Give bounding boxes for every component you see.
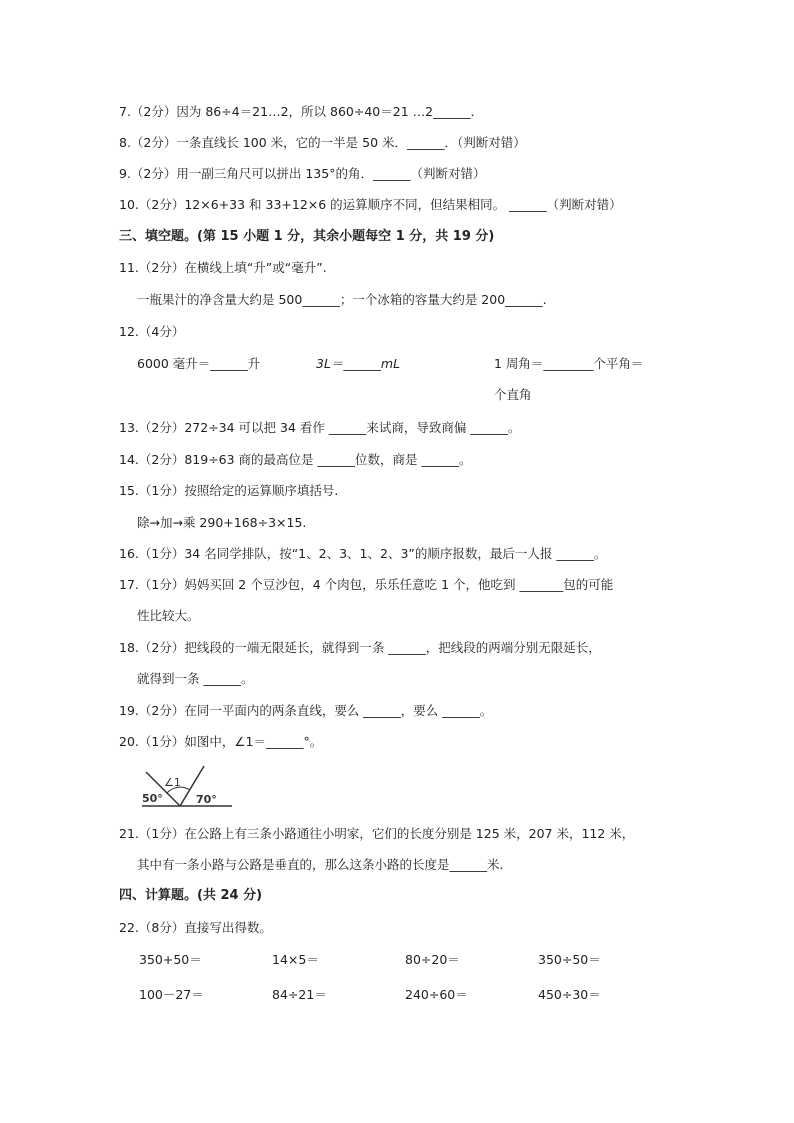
question-12-part-b: 3L＝______mL [316,356,401,371]
question-10: 10.（2分）12×6+33 和 33+12×6 的运算顺序不同，但结果相同。 ______（判断对错） [119,197,622,212]
question-15: 15.（1分）按照给定的运算顺序填括号. [119,483,339,498]
question-8: 8.（2分）一条直线长 100 米，它的一半是 50 米．______．（判断对错） [119,135,526,150]
question-19: 19.（2分）在同一平面内的两条直线，要么 ______，要么 ______。 [119,703,493,718]
question-14: 14.（2分）819÷63 商的最高位是 ______位数，商是 ______。 [119,452,472,467]
angle-70-label: 70° [196,793,217,806]
calc-item: 80÷20＝ [405,952,460,967]
question-18: 18.（2分）把线段的一端无限延长，就得到一条 ______，把线段的两端分别无限延长， [119,640,601,655]
question-12-part-c: 1 周角＝________个平角＝ [494,356,644,371]
question-22: 22.（8分）直接写出得数。 [119,920,272,935]
question-12-part-a: 6000 毫升＝______升 [137,356,261,371]
question-21-cont: 其中有一条小路与公路是垂直的，那么这条小路的长度是______米． [137,857,513,872]
question-11-body: 一瓶果汁的净含量大约是 500______；一个冰箱的容量大约是 200______. [137,292,547,307]
angle-1-label: ∠1 [164,776,181,789]
question-7: 7.（2分）因为 86÷4＝21…2，所以 860÷40＝21 …2______． [119,104,484,119]
calc-item: 350÷50＝ [538,952,601,967]
question-16: 16.（1分）34 名同学排队，按“1、2、3、1、2、3”的顺序报数，最后一人报 ______。 [119,546,607,561]
question-15-body: 除→加→乘 290+168÷3×15. [137,515,307,530]
calc-item: 350+50＝ [139,952,202,967]
question-12-part-d: 个直角 [494,387,532,402]
calc-item: 14×5＝ [272,952,319,967]
question-13: 13.（2分）272÷34 可以把 34 看作 ______来试商，导致商偏 ______。 [119,420,521,435]
section-4-heading: 四、计算题。(共 24 分) [119,888,263,903]
calc-item: 100－27＝ [139,987,204,1002]
question-17: 17.（1分）妈妈买回 2 个豆沙包，4 个肉包，乐乐任意吃 1 个，他吃到 _______包的可能 [119,577,614,592]
calc-item: 84÷21＝ [272,987,327,1002]
question-20: 20.（1分）如图中，∠1＝______°。 [119,734,323,749]
calc-item: 450÷30＝ [538,987,601,1002]
question-9: 9.（2分）用一副三角尺可以拼出 135°的角．______（判断对错） [119,166,486,181]
question-12: 12.（4分） [119,324,185,339]
question-17-cont: 性比较大。 [137,608,200,623]
question-21: 21.（1分）在公路上有三条小路通往小明家，它们的长度分别是 125 米，207 米，112 米， [119,826,635,841]
question-18-cont: 就得到一条 ______。 [137,671,254,686]
angle-figure [140,736,236,808]
section-3-heading: 三、填空题。(第 15 小题 1 分，其余小题每空 1 分，共 19 分) [119,229,495,244]
calc-item: 240÷60＝ [405,987,468,1002]
question-11: 11.（2分）在横线上填“升”或“毫升”. [119,260,327,275]
angle-50-label: 50° [142,792,163,805]
